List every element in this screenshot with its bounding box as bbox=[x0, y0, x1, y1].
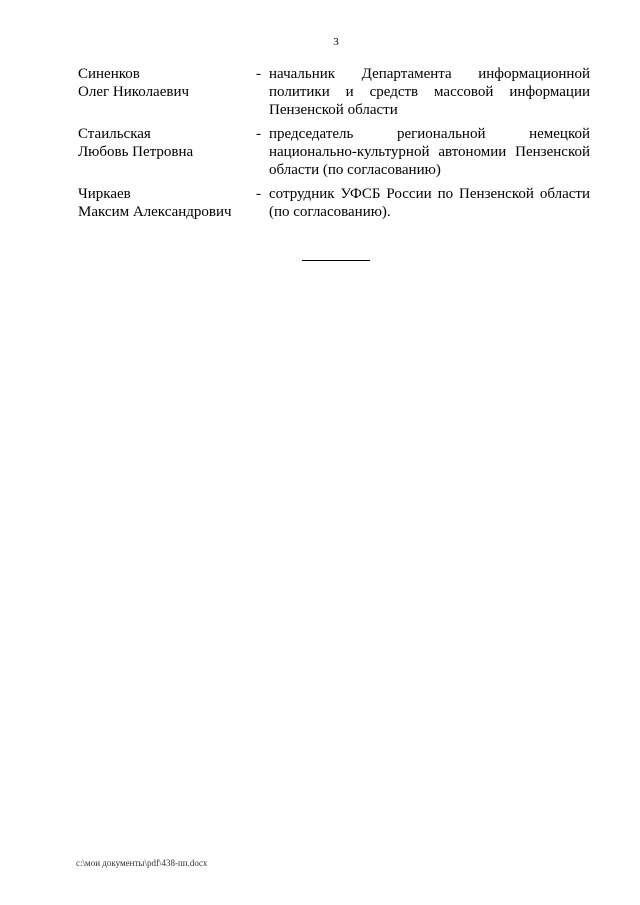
member-surname: Стаильская bbox=[78, 126, 151, 142]
member-role: сотрудник УФСБ России по Пензенской области (по согласованию). bbox=[269, 186, 590, 220]
member-role: начальник Департамента информационной политики и средств массовой информации Пензенской области bbox=[269, 66, 590, 118]
member-entry bbox=[78, 65, 590, 119]
member-entry bbox=[78, 185, 590, 221]
member-entry bbox=[78, 125, 590, 179]
member-surname: Синенков bbox=[78, 66, 140, 82]
member-list bbox=[78, 65, 590, 227]
member-given-names: Олег Николаевич bbox=[78, 84, 190, 100]
end-of-list-rule bbox=[302, 260, 370, 261]
dash-separator: - bbox=[256, 126, 261, 142]
dash-separator: - bbox=[256, 186, 261, 202]
member-given-names: Любовь Петровна bbox=[78, 144, 194, 160]
member-name bbox=[78, 65, 256, 119]
member-name bbox=[78, 185, 256, 221]
member-given-names: Максим Александрович bbox=[78, 204, 232, 220]
page-number: 3 bbox=[333, 36, 339, 48]
member-name bbox=[78, 125, 256, 179]
member-role: председатель региональной немецкой национально-культурной автономии Пензенской области (по согласованию) bbox=[269, 126, 590, 178]
footer-file-path: c:\мои документы\pdf\438-пп.docx bbox=[76, 858, 208, 868]
member-surname: Чиркаев bbox=[78, 186, 131, 202]
dash-separator: - bbox=[256, 66, 261, 82]
